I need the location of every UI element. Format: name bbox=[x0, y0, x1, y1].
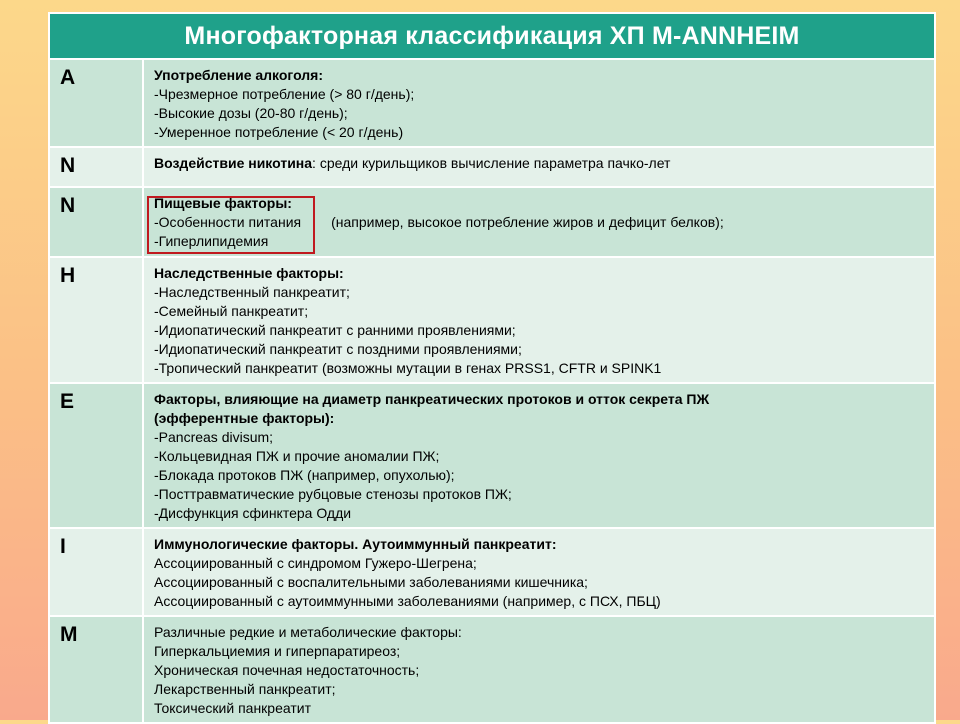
list-item: -Посттравматические рубцовые стенозы протоков ПЖ; bbox=[154, 486, 512, 502]
list-item: -Идиопатический панкреатит с поздними проявлениями; bbox=[154, 341, 522, 357]
list-item: -Дисфункция сфинктера Одди bbox=[154, 505, 352, 521]
row-heading: Наследственные факторы: bbox=[154, 265, 344, 281]
row-heading: Употребление алкоголя: bbox=[154, 67, 324, 83]
row-heading: Факторы, влияющие на диаметр панкреатических протоков и отток секрета ПЖ bbox=[154, 391, 710, 407]
list-item: Ассоциированный с синдромом Гужеро-Шегрена; bbox=[154, 555, 477, 571]
row-letter: N bbox=[49, 187, 143, 257]
row-letter: A bbox=[49, 59, 143, 147]
list-item: -Особенности питания bbox=[154, 214, 302, 230]
table-row-a bbox=[49, 59, 935, 147]
table-row-n-nutrition bbox=[49, 187, 935, 257]
list-item: Токсический панкреатит bbox=[154, 700, 312, 716]
row-heading: Воздействие никотина bbox=[154, 155, 313, 171]
table-row-h bbox=[49, 257, 935, 383]
row-content bbox=[143, 616, 935, 723]
list-item-detail: (например, высокое потребление жиров и дефицит белков); bbox=[331, 214, 724, 230]
list-item: -Идиопатический панкреатит с ранними проявлениями; bbox=[154, 322, 516, 338]
row-content bbox=[143, 528, 935, 616]
list-item: -Высокие дозы (20-80 г/день); bbox=[154, 105, 348, 121]
row-content bbox=[143, 59, 935, 147]
row-letter: I bbox=[49, 528, 143, 616]
table-row-i bbox=[49, 528, 935, 616]
list-item: Различные редкие и метаболические факторы: bbox=[154, 624, 462, 640]
list-item: -Гиперлипидемия bbox=[154, 233, 269, 249]
row-text: : среди курильщиков вычисление параметра пачко-лет bbox=[312, 155, 671, 171]
list-item: -Кольцевидная ПЖ и прочие аномалии ПЖ; bbox=[154, 448, 440, 464]
list-item: -Pancreas divisum; bbox=[154, 429, 274, 445]
row-content bbox=[143, 383, 935, 528]
row-letter: N bbox=[49, 147, 143, 187]
table-row-n-nicotine bbox=[49, 147, 935, 187]
list-item: -Чрезмерное потребление (> 80 г/день); bbox=[154, 86, 415, 102]
row-heading-cont: (эфферентные факторы): bbox=[154, 410, 335, 426]
list-item: -Блокада протоков ПЖ (например, опухолью); bbox=[154, 467, 455, 483]
list-item: -Умеренное потребление (< 20 г/день) bbox=[154, 124, 404, 140]
list-item: Гиперкальциемия и гиперпаратиреоз; bbox=[154, 643, 401, 659]
row-content bbox=[143, 187, 935, 257]
list-item: Ассоциированный с аутоиммунными заболеваниями (например, с ПСХ, ПБЦ) bbox=[154, 593, 661, 609]
row-letter: M bbox=[49, 616, 143, 723]
table-row-e bbox=[49, 383, 935, 528]
list-item: -Тропический панкреатит (возможны мутации в генах PRSS1, CFTR и SPINK1 bbox=[154, 360, 662, 376]
row-letter: H bbox=[49, 257, 143, 383]
page-title: Многофакторная классификация ХП M-ANNHEIM bbox=[49, 13, 935, 59]
list-item: -Наследственный панкреатит; bbox=[154, 284, 350, 300]
list-item: Ассоциированный с воспалительными заболеваниями кишечника; bbox=[154, 574, 588, 590]
list-item: Лекарственный панкреатит; bbox=[154, 681, 336, 697]
list-item: -Семейный панкреатит; bbox=[154, 303, 309, 319]
table-row-m bbox=[49, 616, 935, 723]
classification-table bbox=[48, 12, 936, 724]
row-content bbox=[143, 257, 935, 383]
list-item: Хроническая почечная недостаточность; bbox=[154, 662, 420, 678]
row-letter: E bbox=[49, 383, 143, 528]
title-row bbox=[49, 13, 935, 59]
row-heading: Пищевые факторы: bbox=[154, 195, 292, 211]
row-content bbox=[143, 147, 935, 187]
row-heading: Иммунологические факторы. Аутоиммунный панкреатит: bbox=[154, 536, 557, 552]
